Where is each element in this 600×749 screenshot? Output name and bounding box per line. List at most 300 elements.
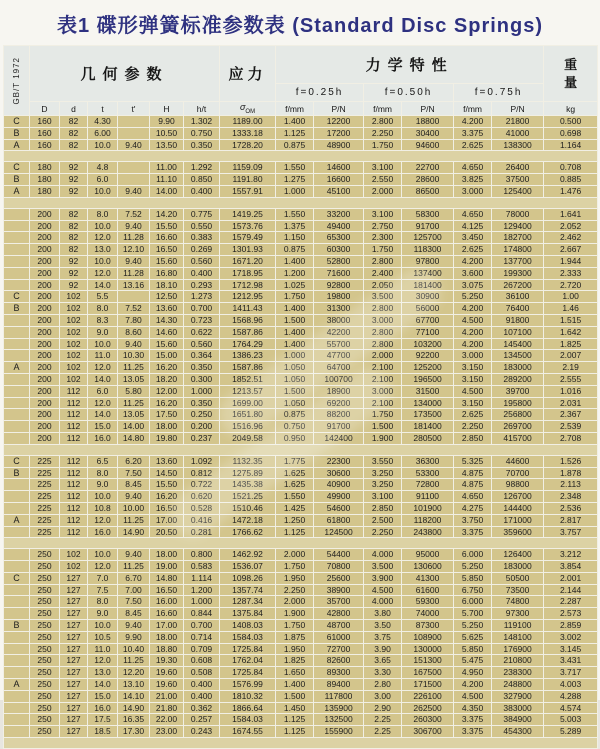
value-cell: 1.650	[276, 667, 314, 679]
value-cell: 101900	[402, 502, 454, 514]
value-cell: 127	[60, 608, 88, 620]
value-cell: 16.50	[150, 584, 184, 596]
value-cell: 2.817	[544, 514, 598, 526]
value-cell: 3.431	[544, 655, 598, 667]
series-class-cell	[4, 714, 30, 726]
value-cell: 0.844	[184, 608, 220, 620]
value-cell: 10.0	[88, 491, 118, 503]
col-label-f-025: f/mm	[276, 102, 314, 116]
value-cell: 70700	[492, 467, 544, 479]
col-label-d: d	[60, 102, 88, 116]
value-cell: 1333.18	[220, 127, 276, 139]
col-label-kg: kg	[544, 102, 598, 116]
value-cell: 86500	[402, 185, 454, 197]
value-cell: 2.539	[544, 421, 598, 433]
value-cell: 14.50	[150, 467, 184, 479]
value-cell: 9.90	[150, 116, 184, 128]
series-class-cell	[4, 702, 30, 714]
value-cell: 1.944	[544, 255, 598, 267]
value-cell: 112	[60, 397, 88, 409]
value-cell: 2.462	[544, 232, 598, 244]
value-cell: 72800	[402, 479, 454, 491]
value-cell: 92	[60, 267, 88, 279]
standard-label: GB/T 1972	[12, 56, 21, 105]
value-cell: 127	[60, 620, 88, 632]
value-cell: 16600	[314, 174, 364, 186]
value-cell: 112	[60, 421, 88, 433]
value-cell: 2.250	[454, 421, 492, 433]
value-cell: 30600	[314, 467, 364, 479]
value-cell: 200	[30, 432, 60, 444]
value-cell: 359600	[492, 526, 544, 538]
value-cell: 2.720	[544, 279, 598, 291]
value-cell: 118200	[402, 514, 454, 526]
value-cell: 1521.25	[220, 491, 276, 503]
value-cell: 125400	[492, 185, 544, 197]
value-cell: 4.30	[88, 116, 118, 128]
col-label-D: D	[30, 102, 60, 116]
value-cell: 16.20	[150, 397, 184, 409]
value-cell: 11.25	[118, 362, 150, 374]
weight-label-bottom: 量	[564, 74, 578, 90]
value-cell: 250	[30, 726, 60, 738]
header-deflection-025h: f=0.25h	[276, 84, 364, 102]
value-cell: 9.0	[88, 608, 118, 620]
table-row	[4, 303, 598, 315]
value-cell: 1.625	[276, 479, 314, 491]
table-row	[4, 572, 598, 584]
series-class-cell	[4, 502, 30, 514]
value-cell: 2.400	[364, 267, 402, 279]
value-cell: 0.700	[184, 303, 220, 315]
value-cell: 25600	[314, 572, 364, 584]
value-cell: 1.125	[276, 127, 314, 139]
value-cell: 225	[30, 455, 60, 467]
table-row	[4, 643, 598, 655]
value-cell: 19.60	[150, 667, 184, 679]
value-cell: 14.20	[150, 208, 184, 220]
value-cell	[118, 174, 150, 186]
table-row	[4, 526, 598, 538]
value-cell: 200	[30, 409, 60, 421]
value-cell: 13.0	[88, 244, 118, 256]
value-cell: 130600	[402, 561, 454, 573]
header-deflection-075h: f=0.75h	[454, 84, 544, 102]
value-cell: 14.90	[118, 526, 150, 538]
value-cell: 33200	[314, 208, 364, 220]
value-cell: 82	[60, 116, 88, 128]
value-cell: 1.400	[276, 116, 314, 128]
value-cell: 1.46	[544, 303, 598, 315]
value-cell: 67700	[402, 314, 454, 326]
value-cell: 10.40	[118, 643, 150, 655]
value-cell: 2.000	[364, 185, 402, 197]
value-cell: 16.60	[150, 608, 184, 620]
value-cell: 119100	[492, 620, 544, 632]
value-cell: 174800	[492, 244, 544, 256]
value-cell: 1.400	[276, 326, 314, 338]
value-cell: 127	[60, 643, 88, 655]
value-cell: 18.00	[150, 549, 184, 561]
value-cell: 50500	[492, 572, 544, 584]
value-cell: 2.667	[544, 244, 598, 256]
value-cell: 250	[30, 584, 60, 596]
value-cell: 1.550	[276, 162, 314, 174]
value-cell: 200	[30, 397, 60, 409]
value-cell: 0.350	[184, 362, 220, 374]
value-cell: 1.425	[276, 502, 314, 514]
value-cell: 250	[30, 631, 60, 643]
value-cell: 74800	[492, 596, 544, 608]
value-cell: 7.52	[118, 303, 150, 315]
value-cell: 8.0	[88, 596, 118, 608]
value-cell: 4.200	[454, 338, 492, 350]
value-cell: 61800	[314, 514, 364, 526]
value-cell: 1576.99	[220, 679, 276, 691]
series-class-cell	[4, 397, 30, 409]
table-row	[4, 596, 598, 608]
value-cell: 2.550	[364, 174, 402, 186]
table-row	[4, 631, 598, 643]
value-cell: 0.383	[184, 232, 220, 244]
value-cell: 225	[30, 502, 60, 514]
value-cell: 91700	[314, 421, 364, 433]
value-cell: 2.800	[364, 255, 402, 267]
value-cell: 1.500	[276, 314, 314, 326]
value-cell: 9.90	[118, 631, 150, 643]
table-row	[4, 667, 598, 679]
value-cell: 250	[30, 655, 60, 667]
value-cell: 1.164	[544, 139, 598, 151]
series-class-cell: C	[4, 162, 30, 174]
table-row	[4, 514, 598, 526]
series-class-cell	[4, 690, 30, 702]
value-cell: 82	[60, 244, 88, 256]
series-class-cell	[4, 526, 30, 538]
series-class-cell	[4, 208, 30, 220]
value-cell: 182700	[492, 232, 544, 244]
value-cell: 1386.23	[220, 350, 276, 362]
value-cell: 180	[30, 185, 60, 197]
value-cell: 102	[60, 338, 88, 350]
value-cell: 0.508	[184, 667, 220, 679]
value-cell: 0.237	[184, 432, 220, 444]
value-cell: 269700	[492, 421, 544, 433]
value-cell: 3.900	[364, 572, 402, 584]
table-row	[4, 655, 598, 667]
value-cell: 171500	[402, 679, 454, 691]
value-cell: 89300	[314, 667, 364, 679]
value-cell: 3.100	[364, 208, 402, 220]
value-cell: 5.289	[544, 726, 598, 738]
value-cell: 1.400	[276, 255, 314, 267]
value-cell: 22700	[402, 162, 454, 174]
value-cell: 11.25	[118, 655, 150, 667]
series-class-cell	[4, 409, 30, 421]
value-cell: 1.900	[276, 608, 314, 620]
col-label-p-025: P/N	[314, 102, 364, 116]
value-cell: 5.250	[454, 291, 492, 303]
value-cell: 1.825	[544, 338, 598, 350]
value-cell: 102	[60, 314, 88, 326]
value-cell: 16.0	[88, 526, 118, 538]
value-cell: 2.90	[364, 702, 402, 714]
value-cell: 4.500	[454, 690, 492, 702]
value-cell: 1587.86	[220, 326, 276, 338]
value-cell: 15.50	[150, 220, 184, 232]
value-cell: 71600	[314, 267, 364, 279]
value-cell: 1.200	[184, 584, 220, 596]
value-cell: 40900	[314, 479, 364, 491]
value-cell: 73500	[492, 584, 544, 596]
group-separator-row	[4, 738, 598, 749]
value-cell: 3.375	[454, 127, 492, 139]
value-cell: 3.250	[364, 467, 402, 479]
value-cell: 1.642	[544, 326, 598, 338]
value-cell: 1.050	[276, 397, 314, 409]
value-cell: 70800	[314, 561, 364, 573]
value-cell: 1275.89	[220, 467, 276, 479]
value-cell: 2.050	[364, 279, 402, 291]
value-cell: 1419.25	[220, 208, 276, 220]
value-cell: 7.5	[88, 584, 118, 596]
table-row	[4, 244, 598, 256]
value-cell: 2.031	[544, 397, 598, 409]
value-cell: 1.950	[276, 572, 314, 584]
value-cell: 183000	[492, 561, 544, 573]
value-cell: 0.950	[276, 432, 314, 444]
value-cell: 1.750	[276, 620, 314, 632]
series-class-cell: B	[4, 467, 30, 479]
value-cell: 200	[30, 232, 60, 244]
value-cell: 1.092	[184, 455, 220, 467]
value-cell: 0.708	[544, 162, 598, 174]
value-cell: 248800	[492, 679, 544, 691]
table-row	[4, 432, 598, 444]
value-cell: 92	[60, 255, 88, 267]
table-row	[4, 314, 598, 326]
value-cell: 91700	[402, 220, 454, 232]
value-cell: 13.50	[150, 139, 184, 151]
value-cell: 2.25	[364, 714, 402, 726]
value-cell: 1.750	[276, 561, 314, 573]
value-cell: 2.80	[364, 679, 402, 691]
value-cell: 60300	[314, 244, 364, 256]
table-row	[4, 385, 598, 397]
col-label-H: H	[150, 102, 184, 116]
value-cell: 262500	[402, 702, 454, 714]
value-cell: 12.0	[88, 561, 118, 573]
header-deflection-050h: f=0.50h	[364, 84, 454, 102]
value-cell: 1462.92	[220, 549, 276, 561]
value-cell: 53300	[402, 467, 454, 479]
value-cell: 135900	[314, 702, 364, 714]
value-cell: 15.0	[88, 690, 118, 702]
value-cell: 171000	[492, 514, 544, 526]
value-cell: 7.50	[118, 596, 150, 608]
value-cell: 89400	[314, 679, 364, 691]
series-class-cell: A	[4, 139, 30, 151]
value-cell: 47700	[314, 350, 364, 362]
value-cell: 21.80	[150, 702, 184, 714]
value-cell: 49400	[314, 220, 364, 232]
value-cell: 112	[60, 467, 88, 479]
series-class-cell	[4, 373, 30, 385]
value-cell: 8.3	[88, 314, 118, 326]
separator-cell	[4, 151, 598, 162]
value-cell: 200	[30, 338, 60, 350]
value-cell: 5.003	[544, 714, 598, 726]
value-cell: 16.20	[150, 491, 184, 503]
value-cell: 0.528	[184, 502, 220, 514]
value-cell: 48900	[314, 139, 364, 151]
value-cell: 59300	[402, 596, 454, 608]
series-class-cell	[4, 220, 30, 232]
value-cell: 1.114	[184, 572, 220, 584]
value-cell: 72700	[314, 643, 364, 655]
value-cell: 0.281	[184, 526, 220, 538]
value-cell: 13.0	[88, 667, 118, 679]
value-cell: 49900	[314, 491, 364, 503]
value-cell: 1212.95	[220, 291, 276, 303]
value-cell: 6.0	[88, 385, 118, 397]
value-cell: 16.80	[150, 267, 184, 279]
value-cell: 9.40	[118, 139, 150, 151]
value-cell: 3.50	[364, 620, 402, 632]
value-cell: 5.80	[118, 385, 150, 397]
separator-cell	[4, 444, 598, 455]
table-row	[4, 479, 598, 491]
value-cell: 2.000	[276, 596, 314, 608]
value-cell: 200	[30, 362, 60, 374]
value-cell: 0.200	[184, 421, 220, 433]
value-cell: 100700	[314, 373, 364, 385]
value-cell: 112	[60, 502, 88, 514]
series-class-cell	[4, 596, 30, 608]
value-cell: 2.100	[364, 362, 402, 374]
value-cell: 4.200	[454, 116, 492, 128]
value-cell: 0.560	[184, 338, 220, 350]
value-cell: 2.100	[364, 373, 402, 385]
value-cell: 13.60	[150, 455, 184, 467]
value-cell: 9.0	[88, 326, 118, 338]
value-cell: 1674.55	[220, 726, 276, 738]
value-cell: 2.100	[364, 397, 402, 409]
value-cell: 39700	[492, 385, 544, 397]
value-cell: 176900	[492, 643, 544, 655]
value-cell: 3.375	[454, 714, 492, 726]
value-cell: 30400	[402, 127, 454, 139]
value-cell: 4.125	[454, 220, 492, 232]
value-cell: 250	[30, 596, 60, 608]
value-cell: 0.400	[184, 267, 220, 279]
value-cell: 82	[60, 139, 88, 151]
value-cell: 8.0	[88, 467, 118, 479]
value-cell: 98800	[492, 479, 544, 491]
value-cell: 4.275	[454, 502, 492, 514]
value-cell: 1191.80	[220, 174, 276, 186]
value-cell: 7.52	[118, 208, 150, 220]
value-cell: 250	[30, 620, 60, 632]
value-cell	[118, 291, 150, 303]
value-cell: 82	[60, 127, 88, 139]
value-cell	[118, 116, 150, 128]
value-cell: 2.001	[544, 572, 598, 584]
table-row	[4, 162, 598, 174]
value-cell: 124500	[314, 526, 364, 538]
value-cell: 0.850	[184, 174, 220, 186]
value-cell: 383000	[492, 702, 544, 714]
series-class-cell	[4, 584, 30, 596]
value-cell: 11.00	[150, 162, 184, 174]
value-cell: 102	[60, 326, 88, 338]
value-cell: 108900	[402, 631, 454, 643]
value-cell: 1728.20	[220, 139, 276, 151]
value-cell: 225	[30, 467, 60, 479]
value-cell: 112	[60, 514, 88, 526]
value-cell: 102	[60, 350, 88, 362]
value-cell: 2.113	[544, 479, 598, 491]
value-cell: 19.80	[150, 432, 184, 444]
table-row	[4, 584, 598, 596]
value-cell: 10.5	[88, 631, 118, 643]
value-cell: 1.016	[544, 385, 598, 397]
value-cell: 144400	[492, 502, 544, 514]
header-weight-group	[544, 46, 598, 102]
value-cell: 3.825	[454, 174, 492, 186]
value-cell: 92	[60, 185, 88, 197]
value-cell: 1132.35	[220, 455, 276, 467]
value-cell: 0.775	[184, 208, 220, 220]
value-cell: 44600	[492, 455, 544, 467]
series-class-cell	[4, 643, 30, 655]
value-cell: 97300	[492, 608, 544, 620]
value-cell: 151300	[402, 655, 454, 667]
value-cell: 2.007	[544, 350, 598, 362]
series-class-cell: B	[4, 303, 30, 315]
value-cell: 2.500	[364, 514, 402, 526]
value-cell: 1.000	[184, 385, 220, 397]
series-class-cell	[4, 561, 30, 573]
value-cell: 1.625	[276, 467, 314, 479]
series-class-cell	[4, 655, 30, 667]
value-cell: 14.00	[150, 185, 184, 197]
value-cell: 134000	[402, 397, 454, 409]
value-cell: 250	[30, 561, 60, 573]
value-cell: 19.00	[150, 561, 184, 573]
value-cell: 11.0	[88, 643, 118, 655]
value-cell: 8.60	[118, 326, 150, 338]
value-cell: 0.300	[184, 373, 220, 385]
value-cell: 0.750	[276, 421, 314, 433]
value-cell: 3.250	[364, 479, 402, 491]
series-class-cell	[4, 326, 30, 338]
value-cell: 61000	[314, 631, 364, 643]
value-cell: 250	[30, 643, 60, 655]
series-class-cell	[4, 432, 30, 444]
series-class-cell	[4, 667, 30, 679]
value-cell: 1.750	[364, 244, 402, 256]
value-cell: 16.0	[88, 702, 118, 714]
value-cell: 415700	[492, 432, 544, 444]
value-cell: 250	[30, 667, 60, 679]
series-class-cell	[4, 608, 30, 620]
value-cell: 6.000	[454, 596, 492, 608]
value-cell: 2.250	[276, 584, 314, 596]
value-cell: 167500	[402, 667, 454, 679]
value-cell	[118, 127, 150, 139]
value-cell: 14.60	[150, 326, 184, 338]
